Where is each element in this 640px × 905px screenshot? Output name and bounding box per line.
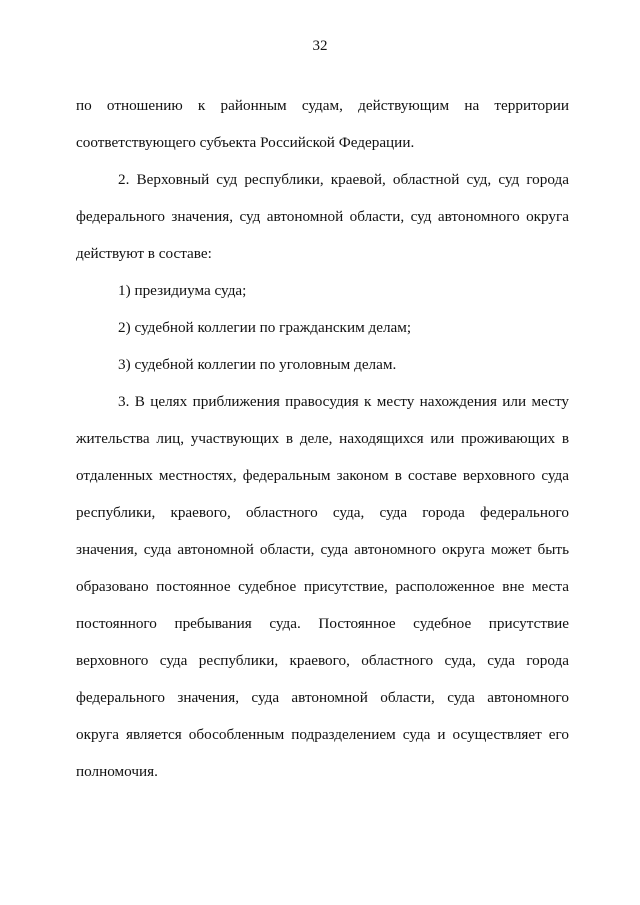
text-line: жительства лиц, участвующих в деле, находящихся или проживающих в bbox=[76, 430, 569, 447]
text-line: отдаленных местностях, федеральным законом в составе верховного суда bbox=[76, 467, 569, 484]
text-line: значения, суда автономной области, суда автономного округа может быть bbox=[76, 541, 569, 558]
text-line: полномочия. bbox=[76, 763, 158, 780]
text-line: действуют в составе: bbox=[76, 245, 212, 262]
paragraph-1 bbox=[76, 87, 569, 161]
paragraph-2 bbox=[76, 161, 569, 272]
text-line: образовано постоянное судебное присутствие, расположенное вне места bbox=[76, 578, 569, 595]
paragraph-3 bbox=[76, 383, 569, 790]
text-line: 2) судебной коллегии по гражданским делам; bbox=[118, 319, 412, 336]
text-line: верховного суда республики, краевого, областного суда, суда города bbox=[76, 652, 569, 669]
text-line: республики, краевого, областного суда, суда города федерального bbox=[76, 504, 569, 521]
text-line: постоянного пребывания суда. Постоянное судебное присутствие bbox=[76, 615, 569, 632]
text-line: федерального значения, суда автономной области, суда автономного bbox=[76, 689, 569, 706]
document-body bbox=[76, 87, 569, 790]
text-line: по отношению к районным судам, действующим на территории bbox=[76, 97, 569, 114]
list-item-3 bbox=[76, 346, 569, 383]
page-number: 32 bbox=[312, 38, 328, 54]
text-line: 3) судебной коллегии по уголовным делам. bbox=[118, 356, 397, 373]
text-line: федерального значения, суд автономной области, суд автономного округа bbox=[76, 208, 569, 225]
text-line: 2. Верховный суд республики, краевой, областной суд, суд города bbox=[118, 171, 569, 188]
text-line: 1) президиума суда; bbox=[118, 282, 247, 299]
list-item-1 bbox=[76, 272, 569, 309]
text-line: округа является обособленным подразделением суда и осуществляет его bbox=[76, 726, 569, 743]
text-line: соответствующего субъекта Российской Федерации. bbox=[76, 134, 415, 151]
text-line: 3. В целях приближения правосудия к месту нахождения или месту bbox=[118, 393, 569, 410]
list-item-2 bbox=[76, 309, 569, 346]
